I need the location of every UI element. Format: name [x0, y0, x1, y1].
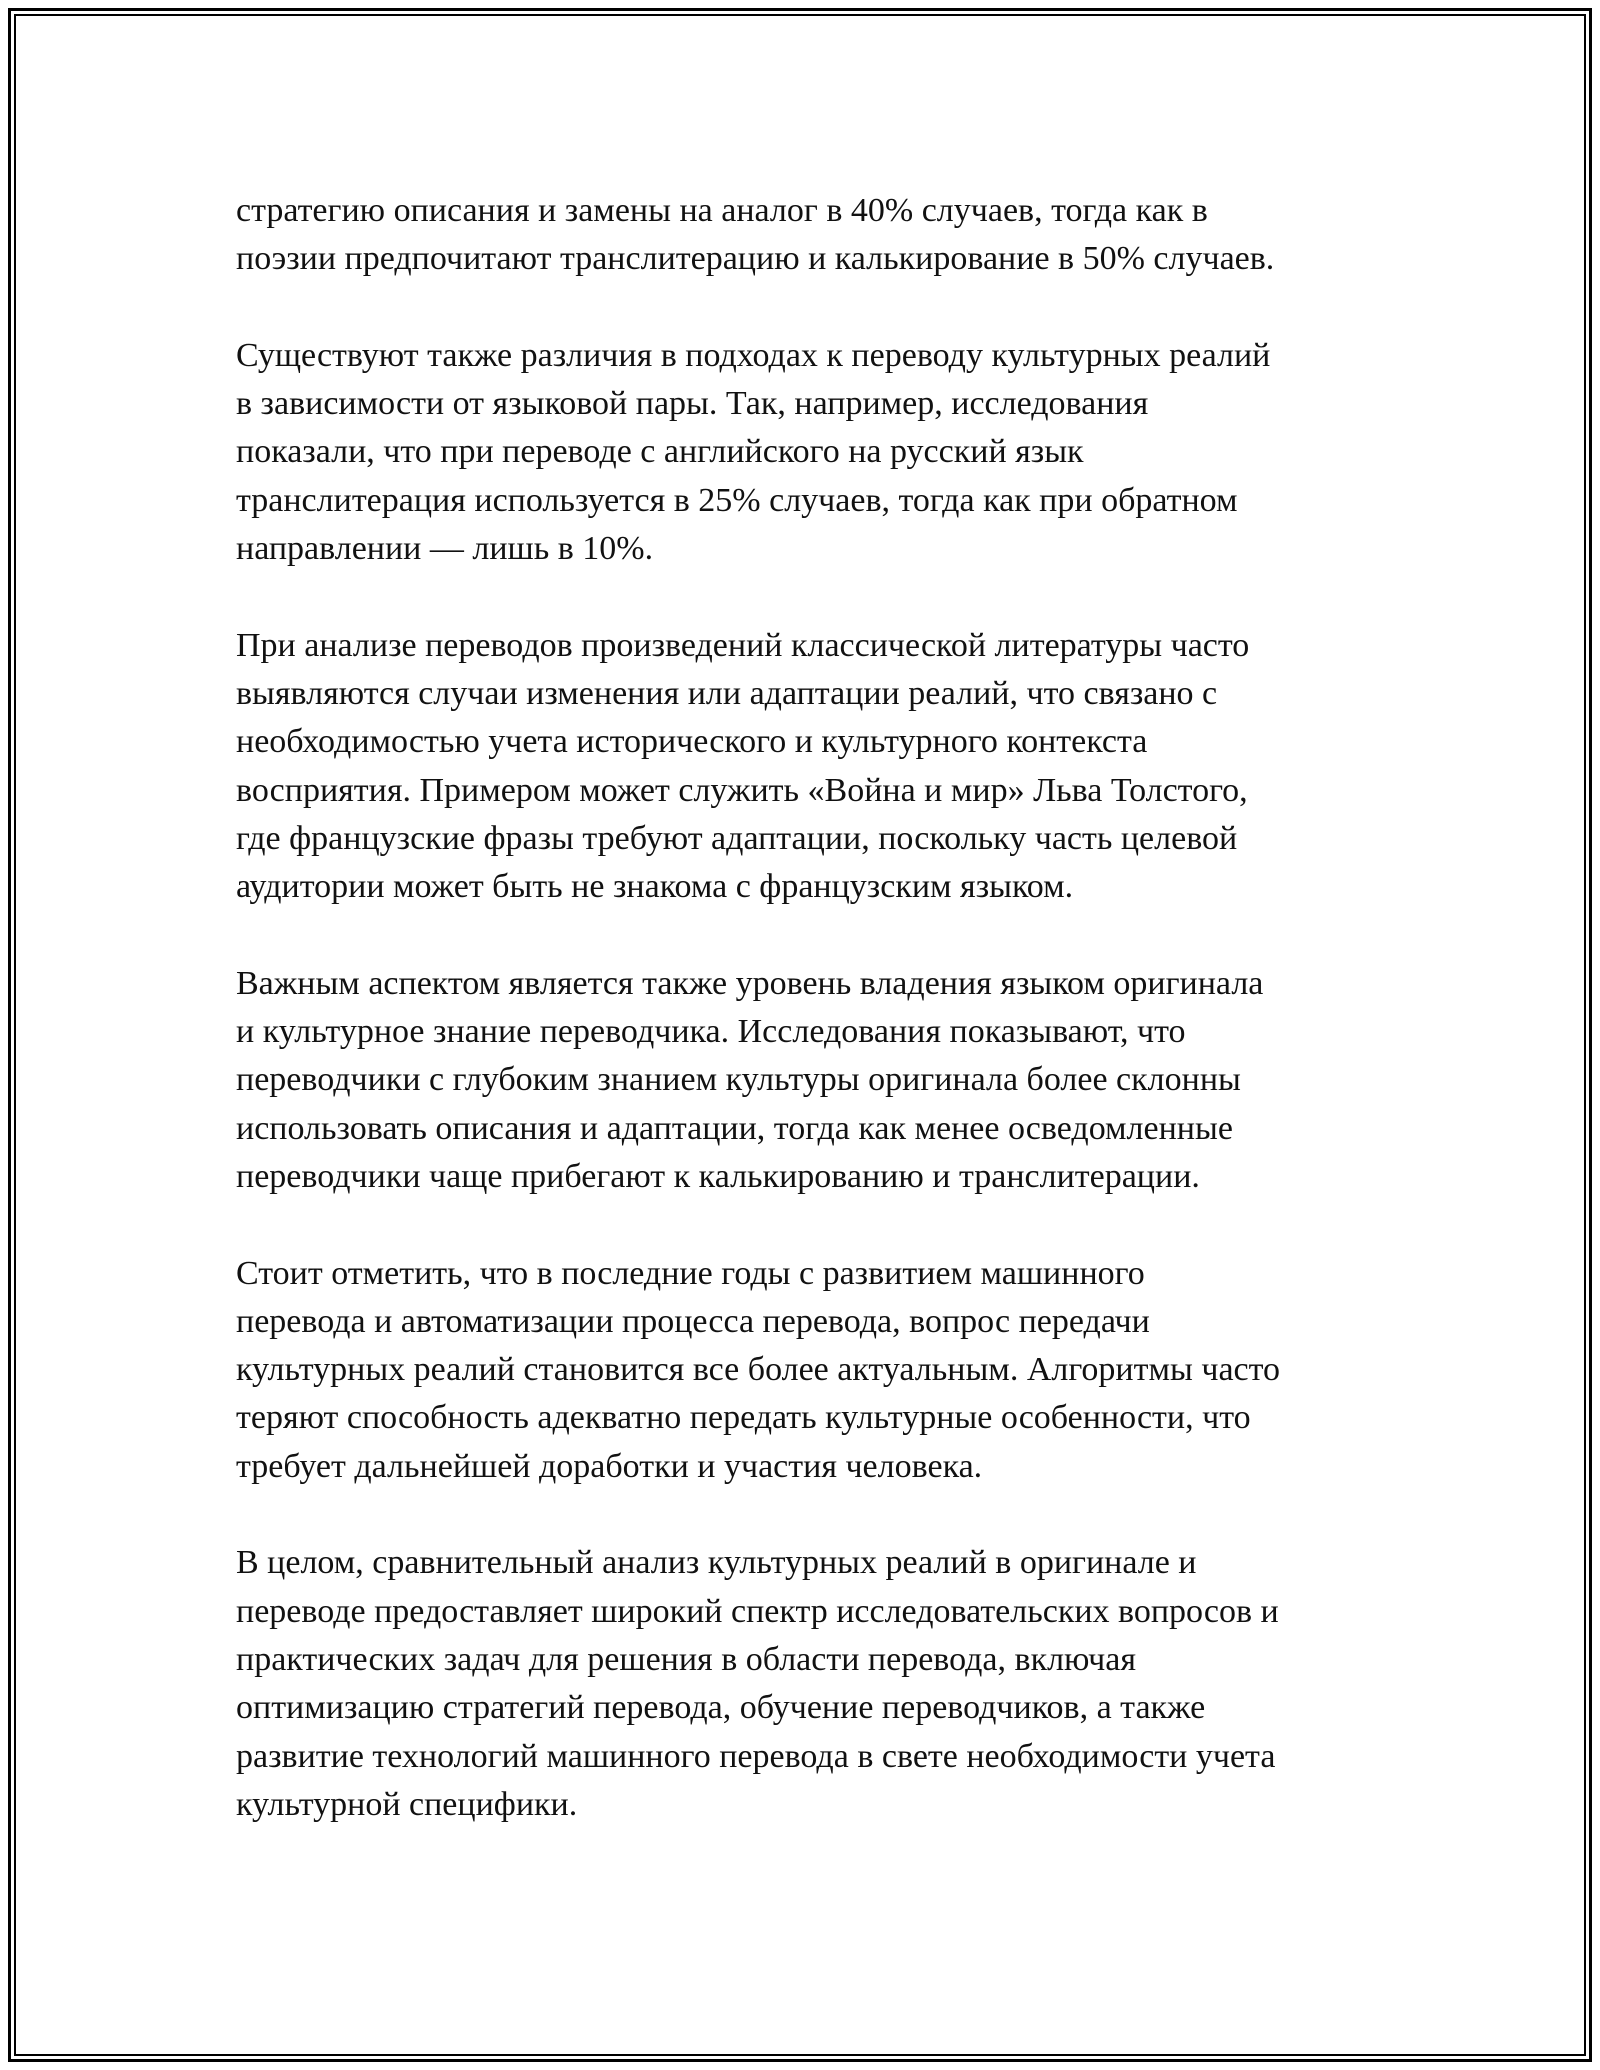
paragraph-translator-knowledge: Важным аспектом является также уровень владения языком оригинала и культурное знание переводчика. Исследования показывают, что переводчики с глубоким знанием культуры оригинала более склонны использовать описания и адаптации, тогда как менее осведомленные переводчики чаще прибегают к калькированию и транслитерации. [236, 964, 1264, 1195]
paragraph-classic-literature: При анализе переводов произведений классической литературы часто выявляются случаи изменения или адаптации реалий, что связано с необходимостью учета исторического и культурного контекста восприятия. Примером может служить «Война и мир» Льва Толстого, где французские фразы требуют адаптации, поскольку часть целевой аудитории может быть не знакома с французским языком. [236, 626, 1250, 906]
paragraph-language-pair-differences: Существуют также различия в подходах к переводу культурных реалий в зависимости от языковой пары. Так, например, исследования показали, что при переводе с английского на русский язык транслитерация используется в 25% случаев, тогда как при обратном направлении — лишь в 10%. [236, 336, 1271, 568]
paragraph-translation-strategies: стратегию описания и замены на аналог в 40% случаев, тогда как в поэзии предпочитают транслитерацию и калькирование в 50% случаев. [236, 192, 1275, 278]
paragraph-conclusion: В целом, сравнительный анализ культурных реалий в оригинале и переводе предоставляет широкий спектр исследовательских вопросов и практических задач для решения в области перевода, включая оптимизацию стратегий перевода, обучение переводчиков, а также развитие технологий машинного перевода в свете необходимости учета культурной специфики. [236, 1544, 1279, 1823]
document-body [236, 187, 1376, 1829]
paragraph-machine-translation: Стоит отметить, что в последние годы с развитием машинного перевода и автоматизации процесса перевода, вопрос передачи культурных реалий становится все более актуальным. Алгоритмы часто теряют способность адекватно передать культурные особенности, что требует дальнейшей доработки и участия человека. [236, 1254, 1281, 1485]
